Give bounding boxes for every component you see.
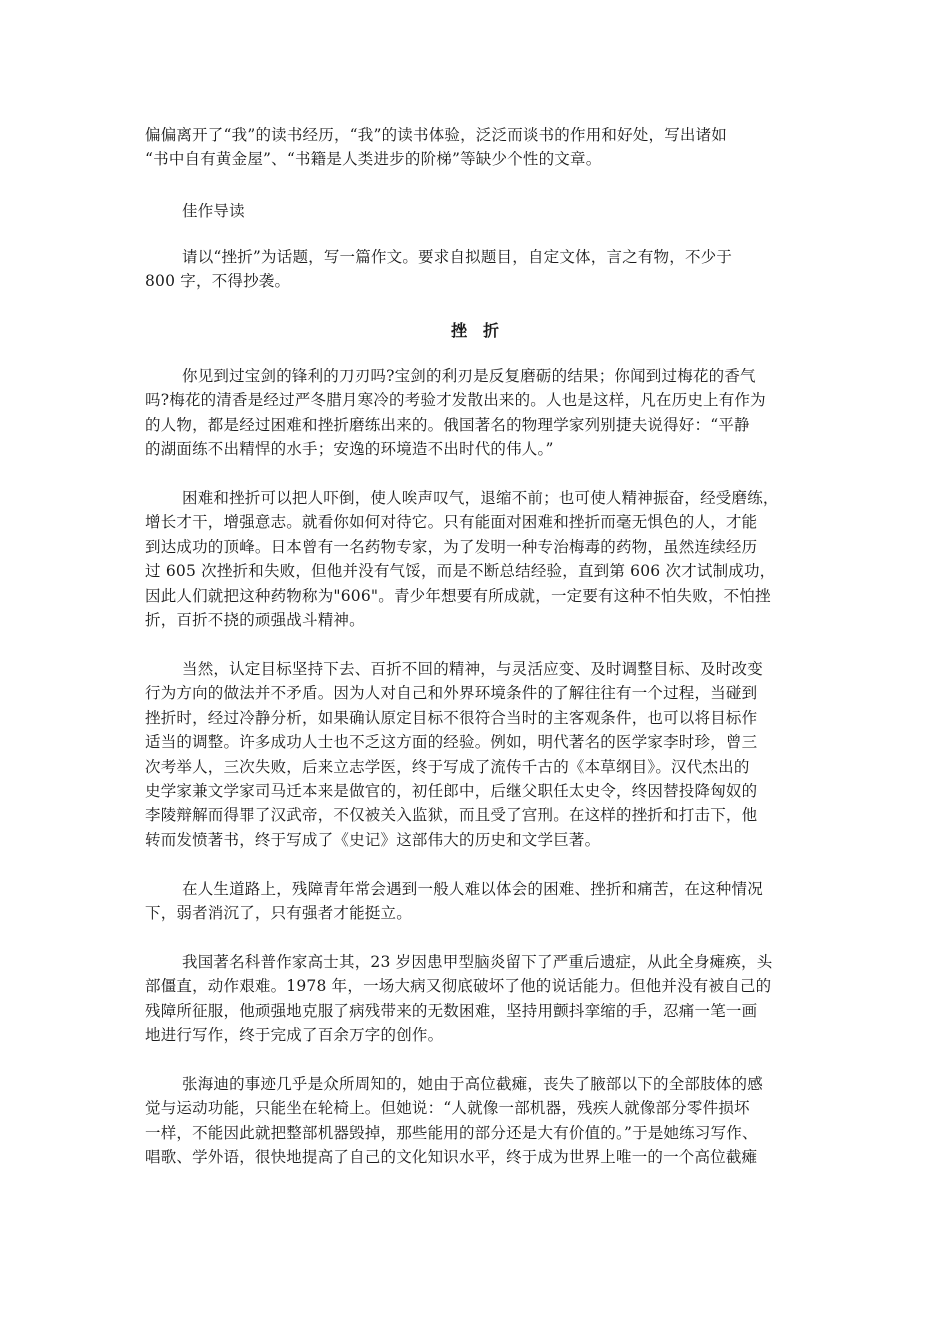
essay-paragraph-6	[145, 1072, 805, 1170]
text-line: 残障所征服，他顽强地克服了病残带来的无数困难，坚持用颤抖挛缩的手，忍痛一笔一画	[145, 1001, 758, 1020]
text-line: 地进行写作，终于完成了百余万字的创作。	[145, 1026, 444, 1045]
text-line: 行为方向的做法并不矛盾。因为人对自己和外界环境条件的了解往往有一个过程，当碰到	[145, 684, 758, 703]
text-line: 请以“挫折”为话题，写一篇作文。要求自拟题目，自定文体，言之有物，不少于	[182, 248, 733, 266]
text-line: 一样，不能因此就把整部机器毁掉，那些能用的部分还是大有价值的。”于是她练习写作、	[145, 1123, 758, 1142]
text-line: 我国著名科普作家高士其，23 岁因患甲型脑炎留下了严重后遗症，从此全身瘫痪，头	[182, 953, 773, 971]
text-line: 史学家兼文学家司马迁本来是做官的，初任郎中，后继父职任太史令，终因替投降匈奴的	[145, 782, 758, 801]
text-line: 吗?梅花的清香是经过严冬腊月寒冷的考验才发散出来的。人也是这样，凡在历史上有作为	[145, 391, 766, 410]
text-line: 过 605 次挫折和失败，但他并没有气馁，而是不断总结经验，直到第 606 次才试制成功，	[145, 562, 776, 581]
text-line: 困难和挫折可以把人吓倒，使人唉声叹气，退缩不前；也可使人精神振奋，经受磨练，	[182, 489, 779, 507]
prompt-paragraph	[145, 245, 805, 294]
essay-paragraph-4	[145, 877, 805, 926]
text-line: 唱歌、学外语，很快地提高了自己的文化知识水平，终于成为世界上唯一的一个高位截瘫	[145, 1148, 758, 1167]
text-line: 李陵辩解而得罪了汉武帝，不仅被关入监狱，而且受了宫刑。在这样的挫折和打击下，他	[145, 806, 758, 825]
text-line: 的人物，都是经过困难和挫折磨练出来的。俄国著名的物理学家列别捷夫说得好：“平静	[145, 415, 750, 434]
section-heading-block	[145, 199, 805, 223]
text-line: 当然，认定目标坚持下去、百折不回的精神，与灵活应变、及时调整目标、及时改变	[182, 660, 763, 678]
text-line: 的湖面练不出精悍的水手；安逸的环境造不出时代的伟人。”	[145, 440, 554, 459]
text-line: 下，弱者消沉了，只有强者才能挺立。	[145, 904, 412, 923]
text-line: 因此人们就把这种药物称为"606"。青少年想要有所成就，一定要有这种不怕失败，不怕挫	[145, 586, 771, 605]
essay-paragraph-1	[145, 364, 805, 462]
essay-paragraph-2	[145, 486, 805, 632]
text-line: 在人生道路上，残障青年常会遇到一般人难以体会的困难、挫折和痛苦，在这种情况	[182, 880, 763, 898]
text-line: 张海迪的事迹几乎是众所周知的，她由于高位截瘫，丧失了腋部以下的全部肢体的感	[182, 1075, 763, 1093]
essay-paragraph-3	[145, 657, 805, 852]
text-line: 增长才干，增强意志。就看你如何对待它。只有能面对困难和挫折而毫无惧色的人，才能	[145, 513, 758, 532]
text-line: 挫折时，经过冷静分析，如果确认原定目标不很符合当时的主客观条件，也可以将目标作	[145, 708, 758, 727]
text-line: 转而发愤著书，终于写成了《史记》这部伟大的历史和文学巨著。	[145, 830, 601, 849]
text-line: 觉与运动功能，只能坐在轮椅上。但她说：“人就像一部机器，残疾人就像部分零件损坏	[145, 1099, 750, 1118]
text-line: 适当的调整。许多成功人士也不乏这方面的经验。例如，明代著名的医学家李时珍，曾三	[145, 733, 758, 752]
text-line: 次考举人，三次失败，后来立志学医，终于写成了流传千古的《本草纲目》。汉代杰出的	[145, 757, 750, 776]
essay-paragraph-5	[145, 950, 805, 1048]
text-line: 到达成功的顶峰。日本曾有一名药物专家，为了发明一种专治梅毒的药物，虽然连续经历	[145, 537, 758, 556]
section-heading: 佳作导读	[182, 202, 245, 220]
text-line: 折，百折不挠的顽强战斗精神。	[145, 611, 365, 630]
essay-title: 挫折	[450, 321, 515, 340]
text-line: 部僵直，动作艰难。1978 年，一场大病又彻底破坏了他的说话能力。但他并没有被自己的	[145, 977, 772, 996]
text-line: 偏偏离开了“我”的读书经历，“我”的读书体验，泛泛而谈书的作用和好处，写出诸如	[145, 126, 727, 144]
intro-paragraph	[145, 123, 805, 172]
text-line: “书中自有黄金屋”、“书籍是人类进步的阶梯”等缺少个性的文章。	[145, 150, 602, 169]
text-line: 你见到过宝剑的锋利的刀刃吗?宝剑的利刃是反复磨砺的结果；你闻到过梅花的香气	[182, 367, 756, 385]
text-line: 800 字，不得抄袭。	[145, 272, 291, 291]
